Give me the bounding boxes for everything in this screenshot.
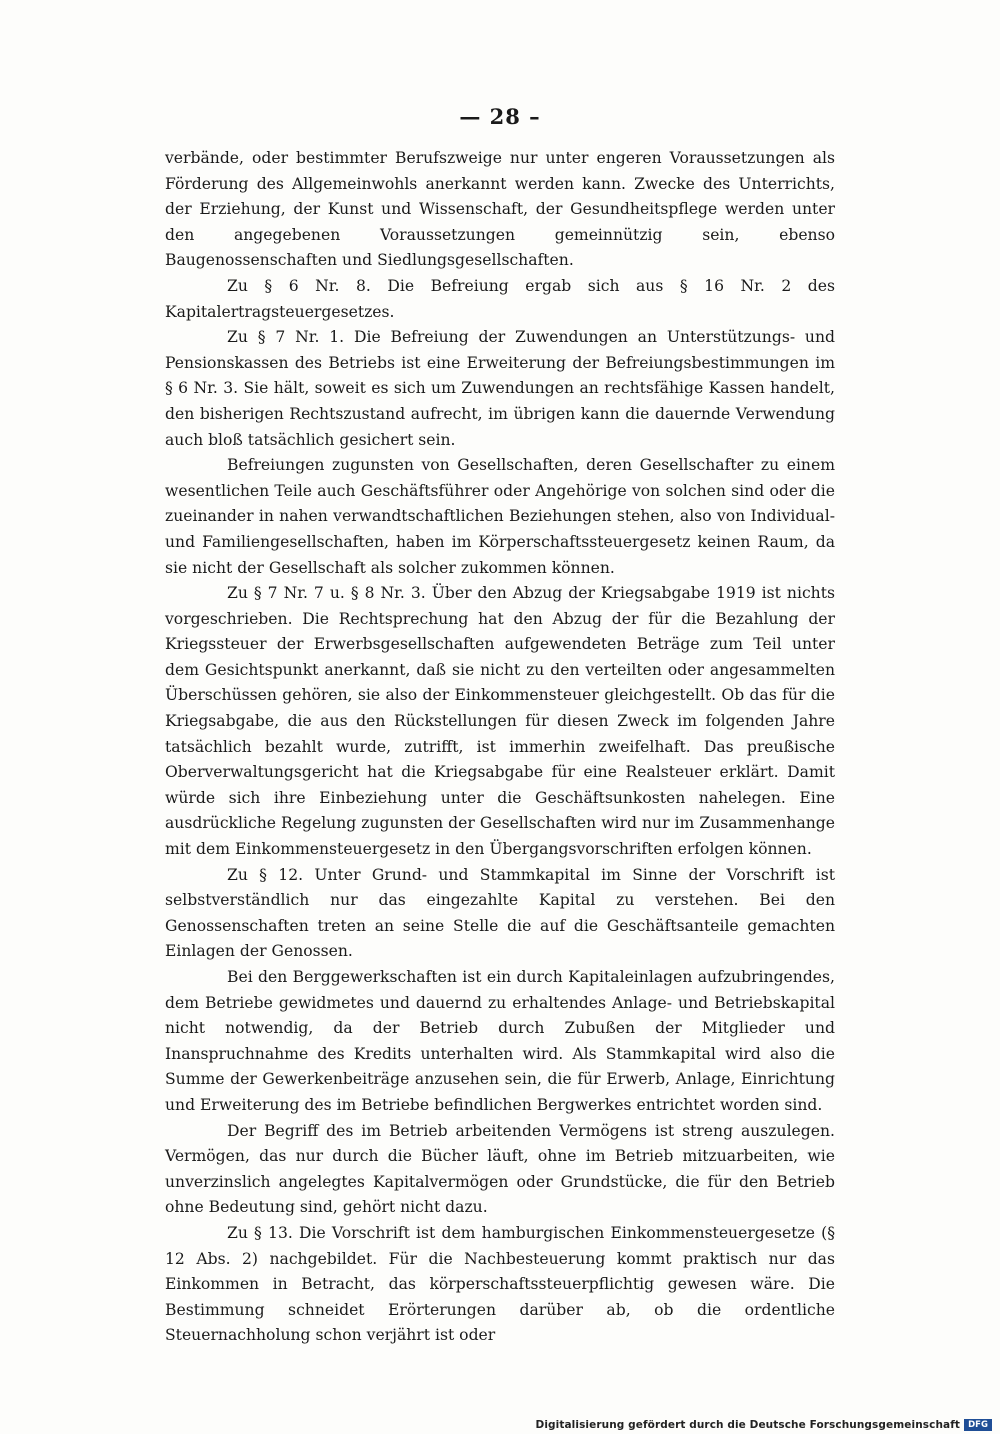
body-text [165, 146, 835, 1349]
paragraph-befreiungen: Befreiungen zugunsten von Gesellschaften, deren Gesellschafter zu einem wesentlichen Teile auch Geschäftsführer oder Angehörige von solchen sind oder die zueinander in nahen verwandtschaftlichen Beziehungen stehen, also von Individual- und Familiengesellschaften, haben im Körperschaftssteuergesetz keinen Raum, da sie nicht der Gesellschaft als solcher zukommen können. [165, 456, 835, 577]
dfg-logo-icon: DFG [964, 1419, 992, 1431]
paragraph-section-7-nr-7: Zu § 7 Nr. 7 u. § 8 Nr. 3. Über den Abzug der Kriegsabgabe 1919 ist nichts vorgeschrieben. Die Rechtsprechung hat den Abzug der für die Bezahlung der Kriegssteuer der Erwerbsgesellschaften aufgewendeten Beträge zum Teil unter dem Gesichtspunkt anerkannt, daß sie nicht zu den verteilten oder angesammelten Überschüssen gehören, sie also der Einkommensteuer gleichgestellt. Ob das für die Kriegsabgabe, die aus den Rückstellungen für diesen Zweck im folgenden Jahre tatsächlich bezahlt wurde, zutrifft, ist immerhin zweifelhaft. Das preußische Oberverwaltungsgericht hat die Kriegsabgabe für eine Realsteuer erklärt. Damit würde sich ihre Einbeziehung unter die Geschäftsunkosten nahelegen. Eine ausdrückliche Regelung zugunsten der Gesellschaften wird nur im Zusammenhange mit dem Einkommensteuergesetz in den Übergangsvorschriften erfolgen können. [165, 584, 835, 859]
paragraph-section-6-nr-8: Zu § 6 Nr. 8. Die Befreiung ergab sich aus § 16 Nr. 2 des Kapitalertragsteuergesetzes. [165, 276, 835, 321]
paragraph-berggewerkschaften: Bei den Berggewerkschaften ist ein durch Kapitaleinlagen aufzubringendes, dem Betriebe gewidmetes und dauernd zu erhaltendes Anlage- und Betriebskapital nicht notwendig, da der Betrieb durch Zubußen der Mitglieder und Inanspruchnahme des Kredits unterhalten wird. Als Stammkapital wird also die Summe der Gewerkenbeiträge anzusehen sein, die für Erwerb, Anlage, Einrichtung und Erweiterung des im Betriebe befindlichen Bergwerkes entrichtet worden sind. [165, 968, 835, 1114]
paragraph-section-13: Zu § 13. Die Vorschrift ist dem hamburgischen Einkommensteuergesetze (§ 12 Abs. 2) nachgebildet. Für die Nachbesteuerung kommt praktisch nur das Einkommen in Betracht, das körperschaftssteuerpflichtig gewesen wäre. Die Bestimmung schneidet Erörterungen darüber ab, ob die ordentliche Steuernachholung schon verjährt ist oder [165, 1223, 835, 1345]
paragraph-section-12: Zu § 12. Unter Grund- und Stammkapital im Sinne der Vorschrift ist selbstverständlich nur das eingezahlte Kapital zu verstehen. Bei den Genossenschaften treten an seine Stelle die auf die Geschäftsanteile gemachten Einlagen der Genossen. [165, 865, 835, 961]
paragraph-continuation: verbände, oder bestimmter Berufszweige nur unter engeren Voraussetzungen als Förderung des Allgemeinwohls anerkannt werden kann. Zwecke des Unterrichts, der Erziehung, der Kunst und Wissenschaft, der Gesundheitspflege werden unter den angegebenen Voraussetzungen gemeinnützig sein, ebenso Baugenossenschaften und Siedlungsgesellschaften. [165, 149, 835, 270]
funding-credit: Digitalisierung gefördert durch die Deutsche Forschungsgemeinschaft [535, 1419, 960, 1431]
digitization-footer [0, 1414, 1000, 1434]
page-number: — 28 – [459, 104, 541, 129]
paragraph-vermoegen: Der Begriff des im Betrieb arbeitenden Vermögens ist streng auszulegen. Vermögen, das nur durch die Bücher läuft, ohne im Betrieb mitzuarbeiten, wie unverzinslich angelegtes Kapitalvermögen oder Grundstücke, die für den Betrieb ohne Bedeutung sind, gehört nicht dazu. [165, 1121, 835, 1217]
paragraph-section-7-nr-1: Zu § 7 Nr. 1. Die Befreiung der Zuwendungen an Unterstützungs- und Pensionskassen des Betriebs ist eine Erweiterung der Befreiungsbestimmungen im § 6 Nr. 3. Sie hält, soweit es sich um Zuwendungen an rechtsfähige Kassen handelt, den bisherigen Rechtszustand aufrecht, im übrigen kann die dauernde Verwendung auch bloß tatsächlich gesichert sein. [165, 328, 835, 449]
